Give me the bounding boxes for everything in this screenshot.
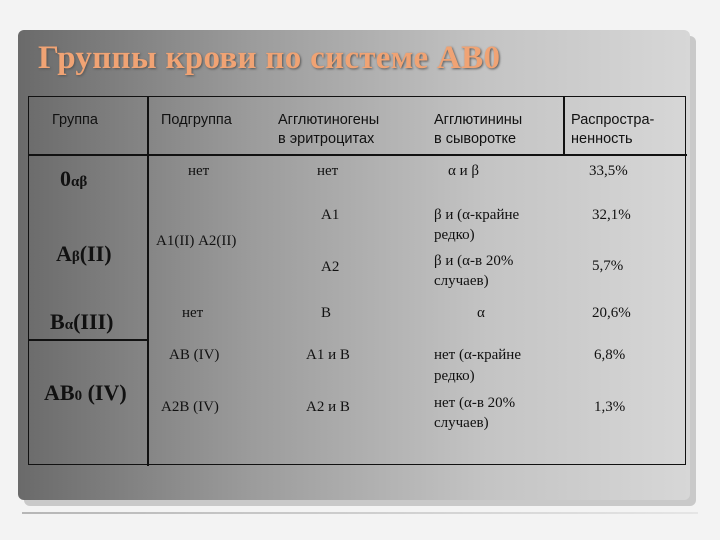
header-subgroup: Подгруппа (161, 112, 232, 128)
agglutinin-ab-line3: нет (α-в 20% (434, 395, 516, 411)
agglutinogen-ab2: А2 и В (306, 399, 350, 415)
agglutinin-ab-line4: случаев) (434, 415, 489, 431)
agglutinin-a-line2: редко) (434, 227, 475, 243)
subgroup-a: А1(II) А2(II) (156, 233, 237, 249)
agglutinogen-a1: А1 (321, 207, 340, 223)
slide-title: Группы крови по системе АВ0 (38, 40, 501, 76)
agglutinogen-0: нет (317, 163, 339, 179)
header-agglutinins-line2: в сыворотке (434, 131, 517, 147)
prevalence-0: 33,5% (589, 163, 628, 179)
prevalence-a2: 5,7% (592, 258, 624, 274)
agglutinin-0: α и β (448, 163, 480, 179)
subgroup-ab1: АВ (IV) (169, 347, 220, 363)
prevalence-b: 20,6% (592, 305, 631, 321)
agglutinogen-b: В (321, 305, 332, 321)
prevalence-a1: 32,1% (592, 207, 631, 223)
agglutinin-a-line1: β и (α-крайне (434, 207, 520, 223)
row-divider-ab (29, 339, 147, 341)
header-agglutinogens-line2: в эритроцитах (278, 131, 375, 147)
agglutinin-ab-line1: нет (α-крайне (434, 347, 521, 363)
agglutinin-a-line4: случаев) (434, 273, 489, 289)
group-a: Аβ(II) (56, 241, 112, 266)
group-b: Вα(III) (50, 309, 114, 334)
header-prevalence-line1: Распростра- (571, 112, 655, 128)
bottom-divider (22, 512, 698, 514)
header-divider (29, 154, 687, 156)
prevalence-ab2: 1,3% (594, 399, 626, 415)
agglutinogen-ab1: А1 и В (306, 347, 350, 363)
agglutinin-ab-line2: редко) (434, 368, 475, 384)
header-group: Группа (52, 112, 98, 128)
subgroup-b: нет (182, 305, 204, 321)
group-0: 0αβ (60, 166, 88, 191)
agglutinogen-a2: А2 (321, 259, 340, 275)
column-divider-2 (563, 97, 565, 155)
subgroup-0: нет (188, 163, 210, 179)
prevalence-ab1: 6,8% (594, 347, 626, 363)
header-prevalence-line2: ненность (571, 131, 633, 147)
blood-groups-table (28, 96, 686, 465)
agglutinin-a-line3: β и (α-в 20% (434, 253, 514, 269)
column-divider-1 (147, 97, 149, 466)
group-ab: АВ0 (IV) (44, 380, 127, 405)
header-agglutinins-line1: Агглютинины (434, 112, 523, 128)
agglutinin-b: α (477, 305, 485, 321)
header-agglutinogens-line1: Агглютиногены (278, 112, 380, 128)
subgroup-ab2: А2В (IV) (161, 399, 219, 415)
